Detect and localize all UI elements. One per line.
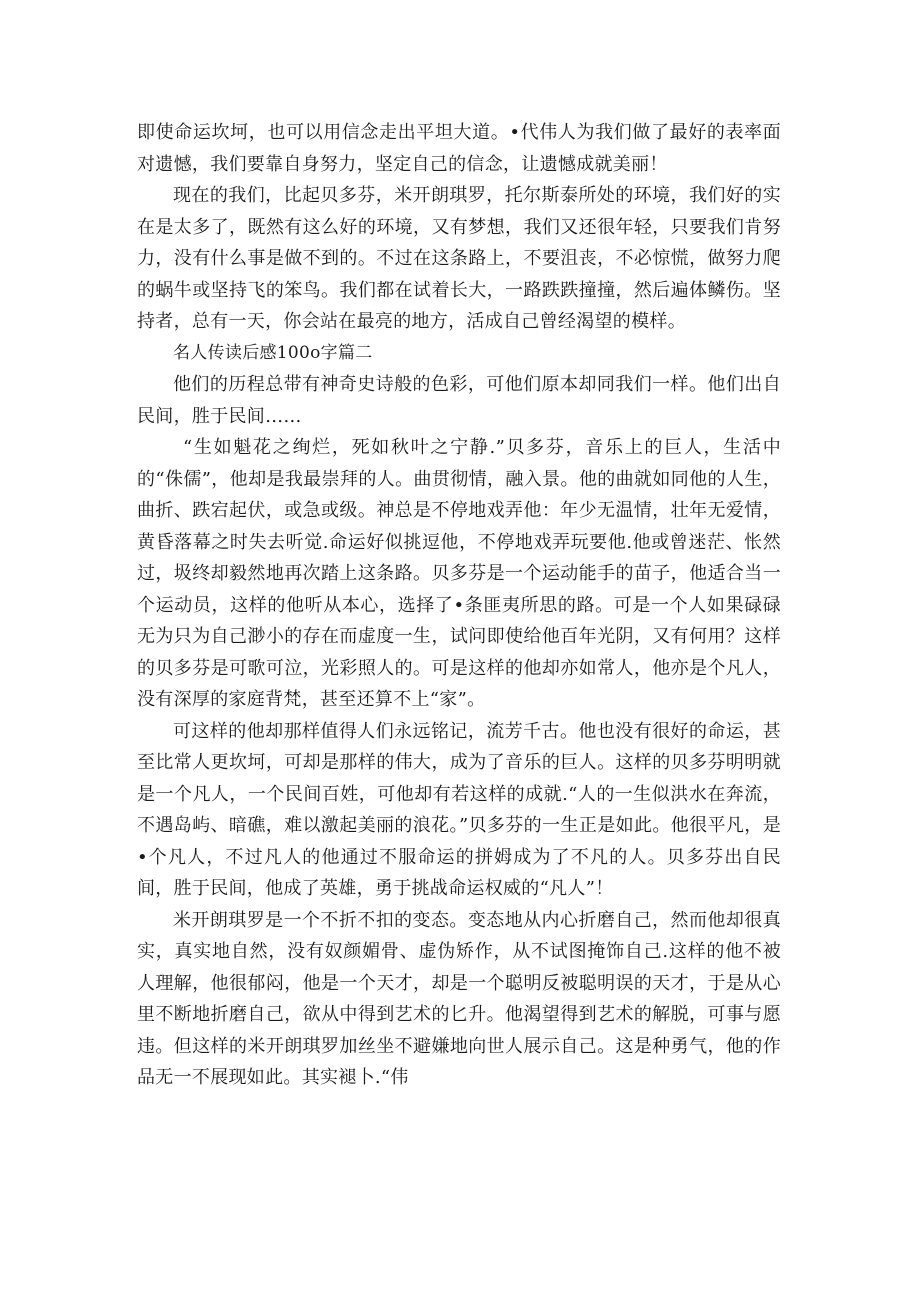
paragraph-continuation: 即使命运坎坷，也可以用信念走出平坦大道。•代伟人为我们做了最好的表率面对遗憾，我们要靠自身努力，坚定自己的信念，让遗憾成就美丽！	[137, 122, 781, 175]
paragraph-beethoven-legacy: 可这样的他却那样值得人们永远铭记，流芳千古。他也没有很好的命运，甚至比常人更坎坷，可却是那样的伟大，成为了音乐的巨人。这样的贝多芬明明就是一个凡人，一个民间百姓，可他却有若这样的成就.“人的一生似洪水在奔流，不遇岛屿、暗礁，难以激起美丽的浪花。”贝多芬的一生正是如此。他很平凡，是•个凡人，不过凡人的他通过不服命运的拼姆成为了不凡的人。贝多芬出自民间，胜于民间，他成了英雄，勇于挑战命运权威的“凡人”！	[137, 720, 781, 899]
paragraph-intro: 他们的历程总带有神奇史诗般的色彩，可他们原本却同我们一样。他们出自民间，胜于民间……	[137, 374, 781, 427]
paragraph-present-day: 现在的我们，比起贝多芬，米开朗琪罗，托尔斯泰所处的环境，我们好的实在是太多了，既然有这么好的环境，又有梦想，我们又还很年轻，只要我们肯努力，没有什么事是做不到的。不过在这条路上，不要沮丧，不必惊慌，做努力爬的蜗牛或坚持飞的笨鸟。我们都在试着长大，一路跌跌撞撞，然后遍体鳞伤。坚持者，总有一天，你会站在最亮的地方，活成自己曾经渴望的模样。	[137, 185, 781, 332]
document-body	[137, 117, 781, 1094]
paragraph-michelangelo: 米开朗琪罗是一个不折不扣的变态。变态地从内心折磨自己，然而他却很真实，真实地自然，没有奴颜媚骨、虚伪矫作，从不试图掩饰自己.这样的他不被人理解，他很郁闷，他是一个天才，却是一个聪明反被聪明误的天才，于是从心里不断地折磨自己，欲从中得到艺术的匕升。他渴望得到艺术的解脱，可事与愿违。但这样的米开朗琪罗加丝坐不避嫌地向世人展示自己。这是种勇气，他的作品无一不展现如此。其实褪卜.“伟	[137, 909, 781, 1088]
paragraph-beethoven: “生如魁花之绚烂，死如秋叶之宁静.”贝多芬，音乐上的巨人，生活中的“侏儒”，他却是我最崇拜的人。曲贯彻情，融入景。他的曲就如同他的人生，曲折、跌宕起伏，或急或级。神总是不停地戏弄他：年少无温情，壮年无爱情，黄昏落幕之时失去听觉.命运好似挑逗他，不停地戏弄玩要他.他或曾迷茫、怅然过，圾终却毅然地再次踏上这条路。贝多芬是一个运动能手的苗子，他适合当一个运动员，这样的他听从本心，选择了•条匪夷所思的路。可是一个人如果碌碌无为只为自己渺小的存在而虚度一生，试问即使给他百年光阴，又有何用？这样的贝多芬是可歌可泣，光彩照人的。可是这样的他却亦如常人，他亦是个凡人，没有深厚的家庭背梵，甚至还算不上“家”。	[137, 437, 781, 710]
section-heading: 名人传读后感100o字篇二	[173, 342, 373, 363]
